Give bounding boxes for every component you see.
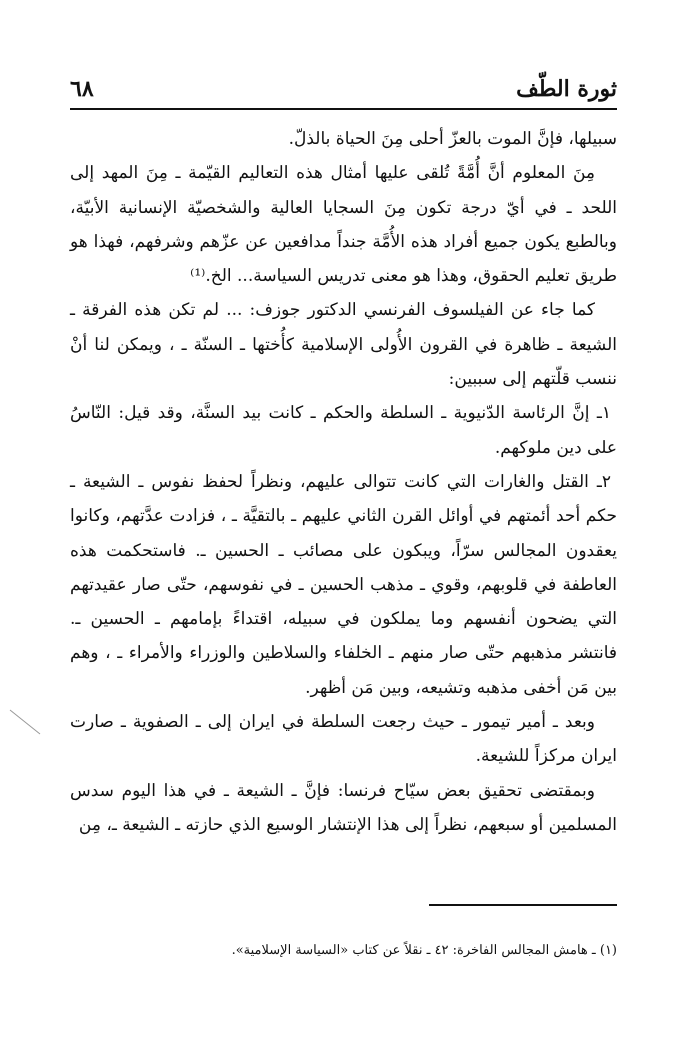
list-item-reason-1: ١ـ إنَّ الرئاسة الدّنيوية ـ السلطة والحكم ـ كانت بيد السنَّة، وقد قيل: النّاسُ على دين ملوكهم.	[70, 403, 617, 458]
page-number: ٦٨	[70, 76, 94, 102]
paragraph-french-travelers: وبمقتضى تحقيق بعض سيّاح فرنسا: فإنَّ ـ الشيعة ـ في هذا اليوم سدس المسلمين أو سبعهم، نظراً إلى هذا الإنتشار الوسيع الذي حازته ـ الشيعة ـ، مِن	[70, 780, 617, 835]
margin-stroke	[8, 708, 42, 736]
footnote-separator	[429, 904, 617, 906]
paragraph-timur: وبعد ـ أمير تيمور ـ حيث رجعت السلطة في ايران إلى ـ الصفوية ـ صارت ايران مركزاً للشيعة.	[70, 712, 617, 767]
main-text	[70, 122, 617, 842]
footnote: (١) ـ هامش المجالس الفاخرة: ٤٢ ـ نقلاً عن كتاب «السياسة الإسلامية».	[231, 943, 617, 958]
list-item-reason-2: ٢ـ القتل والغارات التي كانت تتوالى عليهم، ونظراً لحفظ نفوس ـ الشيعة ـ حكم أحد أئمتهم في أوائل القرن الثاني عليهم ـ بالتقيَّة ـ ، فزادت عدَّتهم، وكانوا يعقدون المجالس سرّاً، ويبكون على مصائب ـ الحسين ـ. فاستحكمت هذه العاطفة في قلوبهم، وقوي ـ مذهب الحسين ـ في نفوسهم، حتّى صار عقيدتهم التي يضحون أنفسهم وما يملكون في سبيله، اقتداءً بإمامهم ـ الحسين ـ. فانتشر مذهبهم حتّى صار منهم ـ الخلفاء والسلاطين والوزراء والأمراء ـ ، وهم بين مَن أخفى مذهبه وتشيعه، وبين مَن أظهر.	[70, 471, 617, 698]
running-header	[70, 64, 617, 110]
paragraph-joseph-quote: كما جاء عن الفيلسوف الفرنسي الدكتور جوزف: ... لم تكن هذه الفرقة ـ الشيعة ـ ظاهرة في القرون الأُولى الإسلامية كأُختها ـ السنّة ـ ، ويمكن لنا أنْ ننسب قلّتهم إلى سببين:	[70, 300, 617, 390]
running-title: ثورة الطّف	[516, 76, 617, 102]
paragraph-continuation: سبيلها، فإنَّ الموت بالعزّ أحلى مِنَ الحياة بالذلّ.	[288, 129, 617, 149]
paragraph-teachings: مِنَ المعلوم أنَّ أُمَّةً تُلقى عليها أمثال هذه التعاليم القيّمة ـ مِنَ المهد إلى اللحد ـ في أيّ درجة تكون مِنَ السجايا العالية والشخصيّة الإنسانية الأبيّة، وبالطبع يكون جميع أفراد هذه الأُمَّة جنداً مدافعين عن عزّهم وشرفهم، فهذا هو طريق تعليم الحقوق، وهذا هو معنى تدريس السياسة... الخ.⁽¹⁾	[70, 163, 617, 287]
